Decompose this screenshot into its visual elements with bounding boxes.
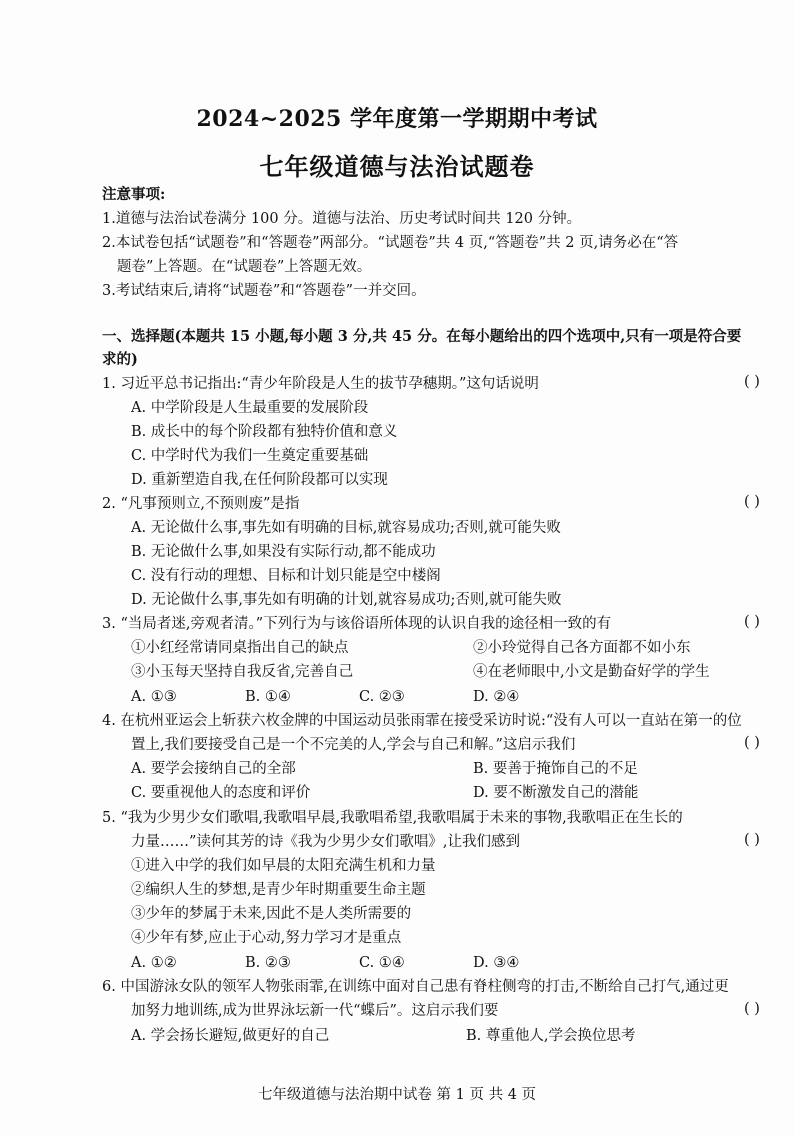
q6-stem-cont: 加努力地训练,成为世界泳坛新一代“蝶后”。这启示我们要 xyxy=(131,1003,499,1019)
q3-answer-blank: ( ) xyxy=(744,614,760,630)
q5-statement-2: ②编织人生的梦想,是青少年时期重要生命主题 xyxy=(131,882,426,898)
q6-option-b: B. 尊重他人,学会换位思考 xyxy=(466,1028,636,1044)
q4-option-b: B. 要善于掩饰自己的不足 xyxy=(473,761,638,777)
exam-title: 2024~2025 学年度第一学期期中考试 xyxy=(196,106,598,132)
page-footer: 七年级道德与法治期中试卷 第 1 页 共 4 页 xyxy=(257,1087,537,1103)
q4-stem-cont: 置上,我们要接受自己是一个不完美的人,学会与自己和解。”这启示我们 xyxy=(131,737,576,753)
q5-statement-3: ③少年的梦属于未来,因此不是人类所需要的 xyxy=(131,906,412,922)
exam-subtitle: 七年级道德与法治试题卷 xyxy=(259,152,535,181)
q1-answer-blank: ( ) xyxy=(744,374,760,390)
q3-choice-d: D. ②④ xyxy=(473,689,520,705)
q4-option-c: C. 要重视他人的态度和评价 xyxy=(131,785,311,801)
notice-item-3: 3.考试结束后,请将“试题卷”和“答题卷”一并交回。 xyxy=(102,283,426,299)
q4-option-a: A. 要学会接纳自己的全部 xyxy=(131,761,296,777)
q5-choice-a: A. ①② xyxy=(131,955,177,971)
q2-answer-blank: ( ) xyxy=(744,494,760,510)
q2-option-d: D. 无论做什么事,事先如有明确的计划,就容易成功;否则,就可能失败 xyxy=(131,592,562,608)
q2-stem: 2. “凡事预则立,不预则废”是指 xyxy=(102,496,300,512)
q5-answer-blank: ( ) xyxy=(744,832,760,848)
q1-option-b: B. 成长中的每个阶段都有独特价值和意义 xyxy=(131,424,398,440)
q1-option-c: C. 中学时代为我们一生奠定重要基础 xyxy=(131,448,369,464)
section-heading-cont: 求的) xyxy=(102,351,138,368)
q6-answer-blank: ( ) xyxy=(744,1001,760,1017)
q4-option-d: D. 要不断激发自己的潜能 xyxy=(473,785,639,801)
q5-choice-b: B. ②③ xyxy=(245,955,291,971)
q3-choice-b: B. ①④ xyxy=(245,689,291,705)
q6-option-a: A. 学会扬长避短,做更好的自己 xyxy=(131,1028,330,1044)
q5-choice-c: C. ①④ xyxy=(359,955,405,971)
q3-statement-2: ②小玲觉得自己各方面都不如小东 xyxy=(473,640,691,656)
q5-statement-4: ④少年有梦,应止于心动,努力学习才是重点 xyxy=(131,930,402,946)
q3-statement-4: ④在老师眼中,小文是勤奋好学的学生 xyxy=(473,664,710,680)
section-heading: 一、选择题(本题共 15 小题,每小题 3 分,共 45 分。在每小题给出的四个选项中,只有一项是符合要 xyxy=(102,328,742,345)
q5-stem: 5. “我为少男少女们歌唱,我歌唱早晨,我歌唱希望,我歌唱属于未来的事物,我歌唱正在生长的 xyxy=(102,810,683,826)
q1-option-a: A. 中学阶段是人生最重要的发展阶段 xyxy=(131,400,369,416)
q3-statement-1: ①小红经常请同桌指出自己的缺点 xyxy=(131,640,349,656)
notice-item-2-cont: 题卷”上答题。在“试题卷”上答题无效。 xyxy=(117,259,372,275)
notice-item-2: 2.本试卷包括“试题卷”和“答题卷”两部分。“试题卷”共 4 页,“答题卷”共 2 页,请务必在“答 xyxy=(102,235,679,251)
q2-option-a: A. 无论做什么事,事先如有明确的目标,就容易成功;否则,就可能失败 xyxy=(131,520,561,536)
q3-choice-a: A. ①③ xyxy=(131,689,177,705)
q5-stem-cont: 力量……”读何其芳的诗《我为少男少女们歌唱》,让我们感到 xyxy=(131,834,521,850)
q1-option-d: D. 重新塑造自我,在任何阶段都可以实现 xyxy=(131,472,388,488)
q1-stem: 1. 习近平总书记指出:“青少年阶段是人生的拔节孕穗期。”这句话说明 xyxy=(102,376,539,392)
notice-heading: 注意事项: xyxy=(102,186,166,203)
q4-stem: 4. 在杭州亚运会上斩获六枚金牌的中国运动员张雨霏在接受采访时说:“没有人可以一直站在第一的位 xyxy=(102,713,742,729)
q2-option-b: B. 无论做什么事,如果没有实际行动,都不能成功 xyxy=(131,544,436,560)
q3-choice-c: C. ②③ xyxy=(359,689,405,705)
q4-answer-blank: ( ) xyxy=(744,735,760,751)
notice-item-1: 1.道德与法治试卷满分 100 分。道德与法治、历史考试时间共 120 分钟。 xyxy=(102,211,582,227)
q2-option-c: C. 没有行动的理想、目标和计划只能是空中楼阁 xyxy=(131,568,441,584)
q3-stem: 3. “当局者迷,旁观者清。”下列行为与该俗语所体现的认识自我的途径相一致的有 xyxy=(102,616,612,632)
q3-statement-3: ③小玉每天坚持自我反省,完善自己 xyxy=(131,664,354,680)
q6-stem: 6. 中国游泳女队的领军人物张雨霏,在训练中面对自己患有脊柱侧弯的打击,不断给自己打气,通过更 xyxy=(102,979,729,995)
q5-choice-d: D. ③④ xyxy=(473,955,520,971)
q5-statement-1: ①进入中学的我们如早晨的太阳充满生机和力量 xyxy=(131,858,436,874)
